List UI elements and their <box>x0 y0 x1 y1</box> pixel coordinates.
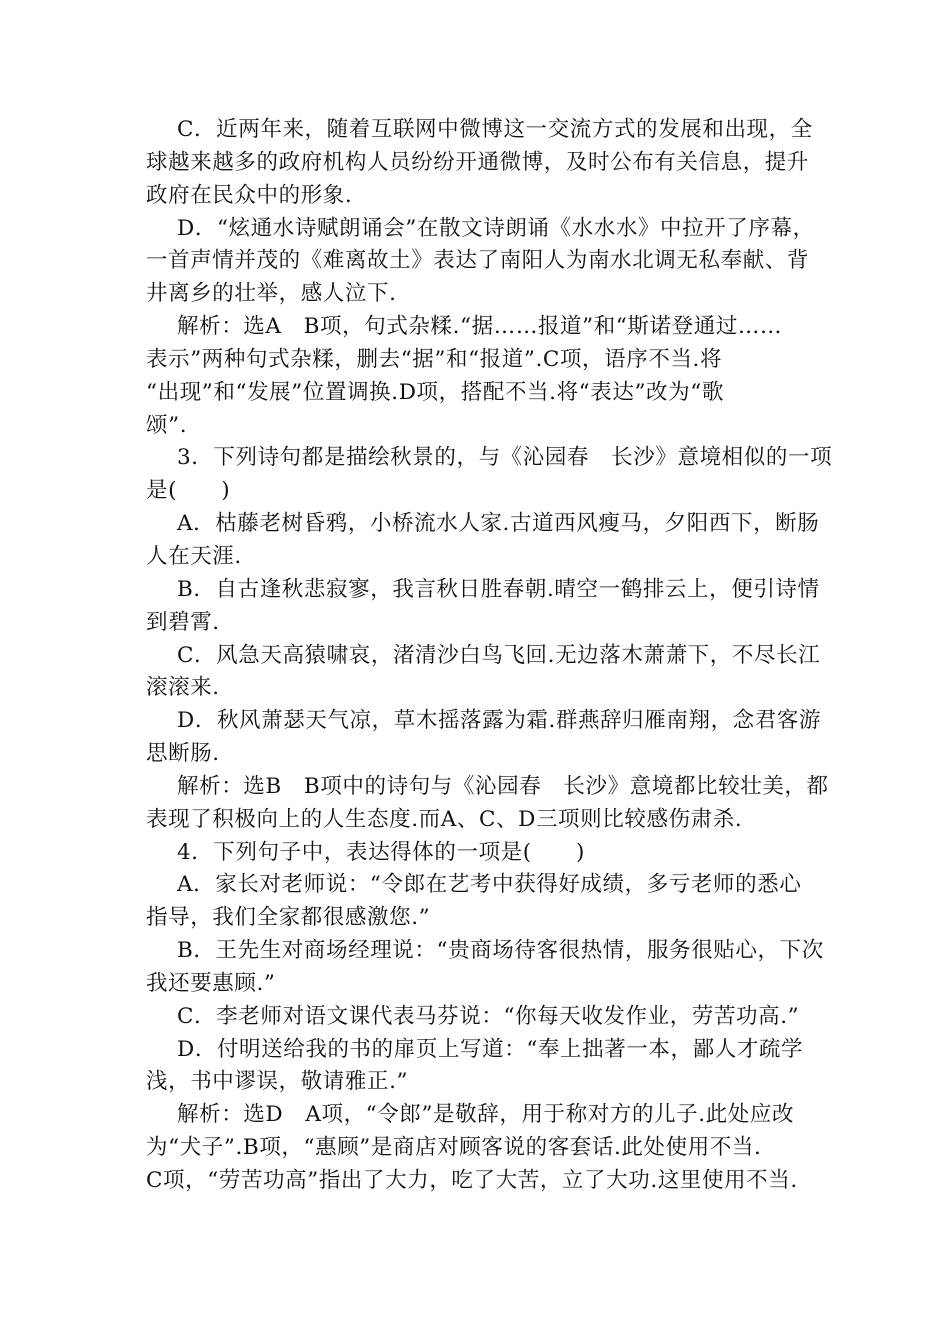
text-line: A．家长对老师说：“令郎在艺考中获得好成绩，多亏老师的悉心 <box>177 872 802 898</box>
text-line: 井离乡的壮举，感人泣下. <box>146 281 397 307</box>
text-line: B．自古逢秋悲寂寥，我言秋日胜春朝.晴空一鹤排云上，便引诗情 <box>177 576 820 602</box>
text-line: 浅，书中谬误，敬请雅正.” <box>146 1069 409 1095</box>
text-line: 人在天涯. <box>146 543 242 569</box>
text-line: 一首声情并茂的《难离故土》表达了南阳人为南水北调无私奉献、背 <box>146 248 810 274</box>
text-line: 解析：选A B项，句式杂糅.“据……报道”和“斯诺登通过…… <box>177 314 783 340</box>
text-line: 思断肠. <box>146 741 220 767</box>
text-line: C项，“劳苦功高”指出了大力，吃了大苦，立了大功.这里使用不当. <box>146 1168 798 1193</box>
text-line: 4．下列句子中，表达得体的一项是( ) <box>177 839 585 865</box>
text-line: 到碧霄. <box>146 609 220 635</box>
text-line: 是( ) <box>146 478 231 504</box>
text-line: D．秋风萧瑟天气凉，草木摇落露为霜.群燕辞归雁南翔，念君客游 <box>177 708 822 734</box>
text-line: C．李老师对语文课代表马芬说：“你每天收发作业，劳苦功高.” <box>177 1003 800 1029</box>
text-line: C．风急天高猿啸哀，渚清沙白鸟飞回.无边落木萧萧下，不尽长江 <box>177 642 821 668</box>
text-line: C．近两年来，随着互联网中微博这一交流方式的发展和出现，全 <box>177 117 813 142</box>
document-body <box>146 114 833 1198</box>
text-line: 政府在民众中的形象. <box>146 182 353 208</box>
text-line: 解析：选D A项，“令郎”是敬辞，用于称对方的儿子.此处应改 <box>177 1102 795 1128</box>
text-line: D．“炫通水诗赋朗诵会”在散文诗朗诵《水水水》中拉开了序幕， <box>177 215 815 241</box>
text-line: 我还要惠顾.” <box>146 970 276 996</box>
text-line: 表示”两种句式杂糅，删去“据”和“报道”.C项，语序不当.将 <box>146 346 723 372</box>
text-line: B．王先生对商场经理说：“贵商场待客很热情，服务很贴心，下次 <box>177 938 824 964</box>
text-line: 颂”. <box>146 412 188 438</box>
text-line: A．枯藤老树昏鸦，小桥流水人家.古道西风瘦马，夕阳西下，断肠 <box>177 511 820 537</box>
text-line: 为“犬子”.B项，“惠顾”是商店对顾客说的客套话.此处使用不当. <box>146 1135 762 1161</box>
text-line: 滚滚来. <box>146 675 220 701</box>
text-line: 表现了积极向上的人生态度.而A、C、D三项则比较感伤肃杀. <box>146 806 743 832</box>
text-line: 解析：选B B项中的诗句与《沁园春 长沙》意境都比较壮美，都 <box>177 773 829 799</box>
text-line: 球越来越多的政府机构人员纷纷开通微博，及时公布有关信息，提升 <box>146 149 810 175</box>
text-line: 指导，我们全家都很感激您.” <box>146 905 431 931</box>
text-line: “出现”和“发展”位置调换.D项，搭配不当.将“表达”改为“歌 <box>146 379 724 405</box>
text-line: 3．下列诗句都是描绘秋景的，与《沁园春 长沙》意境相似的一项 <box>177 445 833 471</box>
text-line: D．付明送给我的书的扉页上写道：“奉上拙著一本，鄙人才疏学 <box>177 1036 804 1062</box>
